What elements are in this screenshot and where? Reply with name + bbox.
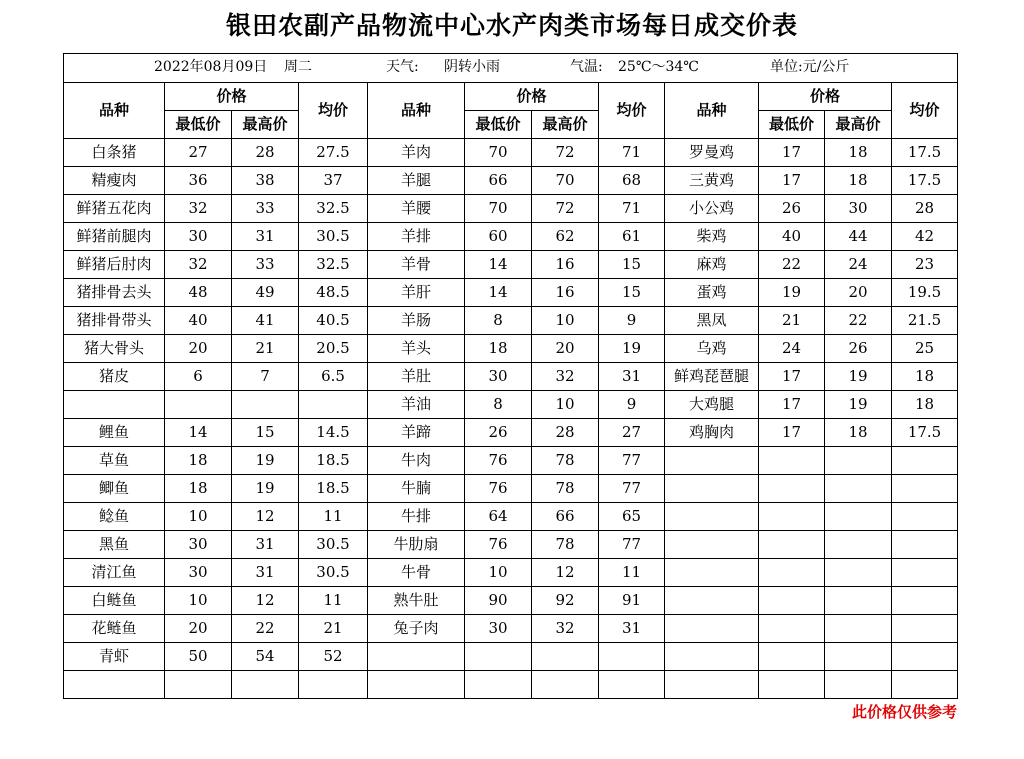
variety-cell (665, 447, 759, 475)
min-price-cell: 26 (465, 419, 532, 447)
avg-price-cell: 61 (599, 223, 665, 251)
table-row (64, 335, 958, 363)
min-price-cell: 8 (465, 307, 532, 335)
avg-price-cell: 31 (599, 615, 665, 643)
avg-price-cell: 23 (892, 251, 958, 279)
avg-price-cell (892, 587, 958, 615)
weather-label: 天气: (386, 59, 419, 75)
max-price-cell: 24 (825, 251, 892, 279)
min-price-cell: 10 (165, 503, 232, 531)
avg-price-cell: 91 (599, 587, 665, 615)
table-row (64, 447, 958, 475)
max-price-cell: 28 (232, 139, 299, 167)
variety-cell: 白条猪 (64, 139, 165, 167)
min-price-cell: 30 (465, 615, 532, 643)
avg-price-cell: 37 (299, 167, 368, 195)
min-price-cell (759, 671, 825, 699)
min-price-cell (759, 531, 825, 559)
avg-price-cell: 21 (299, 615, 368, 643)
variety-cell: 大鸡腿 (665, 391, 759, 419)
temp-label: 气温: (570, 59, 603, 75)
max-price-cell: 41 (232, 307, 299, 335)
max-price-cell: 78 (532, 531, 599, 559)
avg-price-cell: 9 (599, 307, 665, 335)
header-min: 最低价 (165, 111, 232, 139)
variety-cell (665, 475, 759, 503)
header-variety: 品种 (368, 83, 465, 139)
max-price-cell: 78 (532, 475, 599, 503)
variety-cell: 羊油 (368, 391, 465, 419)
header-max: 最高价 (232, 111, 299, 139)
disclaimer-note: 此价格仅供参考 (851, 703, 957, 721)
max-price-cell (232, 671, 299, 699)
avg-price-cell: 19.5 (892, 279, 958, 307)
max-price-cell: 19 (232, 475, 299, 503)
avg-price-cell: 68 (599, 167, 665, 195)
min-price-cell: 10 (165, 587, 232, 615)
avg-price-cell (892, 615, 958, 643)
min-price-cell (759, 559, 825, 587)
avg-price-cell (892, 447, 958, 475)
table-row (64, 587, 958, 615)
min-price-cell: 32 (165, 195, 232, 223)
variety-cell: 乌鸡 (665, 335, 759, 363)
avg-price-cell: 32.5 (299, 195, 368, 223)
variety-cell: 羊腿 (368, 167, 465, 195)
table-row (64, 671, 958, 699)
min-price-cell: 50 (165, 643, 232, 671)
avg-price-cell: 15 (599, 279, 665, 307)
variety-cell: 鲜猪五花肉 (64, 195, 165, 223)
min-price-cell: 76 (465, 447, 532, 475)
variety-cell: 猪排骨去头 (64, 279, 165, 307)
avg-price-cell: 77 (599, 447, 665, 475)
header-row-1 (64, 83, 958, 111)
max-price-cell (825, 503, 892, 531)
max-price-cell: 12 (232, 587, 299, 615)
price-table (63, 53, 958, 699)
max-price-cell (825, 559, 892, 587)
max-price-cell: 44 (825, 223, 892, 251)
table-row (64, 643, 958, 671)
avg-price-cell: 17.5 (892, 139, 958, 167)
avg-price-cell: 20.5 (299, 335, 368, 363)
max-price-cell: 12 (532, 559, 599, 587)
min-price-cell (759, 643, 825, 671)
avg-price-cell (892, 503, 958, 531)
header-avg: 均价 (599, 83, 665, 139)
min-price-cell: 48 (165, 279, 232, 307)
variety-cell: 猪大骨头 (64, 335, 165, 363)
min-price-cell: 40 (165, 307, 232, 335)
variety-cell: 牛肉 (368, 447, 465, 475)
min-price-cell: 8 (465, 391, 532, 419)
header-variety: 品种 (665, 83, 759, 139)
table-row (64, 615, 958, 643)
min-price-cell (759, 475, 825, 503)
min-price-cell: 20 (165, 335, 232, 363)
avg-price-cell: 21.5 (892, 307, 958, 335)
min-price-cell: 64 (465, 503, 532, 531)
avg-price-cell: 6.5 (299, 363, 368, 391)
variety-cell (665, 531, 759, 559)
variety-cell: 牛骨 (368, 559, 465, 587)
variety-cell: 鲜猪前腿肉 (64, 223, 165, 251)
avg-price-cell: 30.5 (299, 531, 368, 559)
max-price-cell: 32 (532, 615, 599, 643)
min-price-cell: 24 (759, 335, 825, 363)
max-price-cell: 19 (825, 363, 892, 391)
variety-cell: 罗曼鸡 (665, 139, 759, 167)
min-price-cell (165, 391, 232, 419)
min-price-cell (759, 587, 825, 615)
max-price-cell: 21 (232, 335, 299, 363)
variety-cell: 草鱼 (64, 447, 165, 475)
variety-cell: 羊骨 (368, 251, 465, 279)
variety-cell: 兔子肉 (368, 615, 465, 643)
max-price-cell: 19 (232, 447, 299, 475)
min-price-cell: 14 (165, 419, 232, 447)
avg-price-cell (299, 671, 368, 699)
max-price-cell: 19 (825, 391, 892, 419)
max-price-cell: 12 (232, 503, 299, 531)
min-price-cell: 18 (165, 447, 232, 475)
max-price-cell: 22 (232, 615, 299, 643)
max-price-cell: 92 (532, 587, 599, 615)
max-price-cell: 20 (532, 335, 599, 363)
avg-price-cell: 18 (892, 391, 958, 419)
min-price-cell (759, 447, 825, 475)
temp-text: 25℃～34℃ (618, 59, 699, 75)
min-price-cell: 76 (465, 531, 532, 559)
variety-cell: 牛肋扇 (368, 531, 465, 559)
avg-price-cell: 18.5 (299, 447, 368, 475)
header-price: 价格 (165, 83, 299, 111)
min-price-cell: 10 (465, 559, 532, 587)
avg-price-cell: 48.5 (299, 279, 368, 307)
variety-cell: 蛋鸡 (665, 279, 759, 307)
variety-cell: 鲜鸡琵琶腿 (665, 363, 759, 391)
avg-price-cell (892, 671, 958, 699)
variety-cell: 熟牛肚 (368, 587, 465, 615)
avg-price-cell: 18 (892, 363, 958, 391)
unit-text: 单位:元/公斤 (770, 59, 850, 75)
table-row (64, 475, 958, 503)
min-price-cell: 17 (759, 167, 825, 195)
max-price-cell: 72 (532, 195, 599, 223)
variety-cell: 黑鱼 (64, 531, 165, 559)
variety-cell: 花鲢鱼 (64, 615, 165, 643)
max-price-cell (532, 643, 599, 671)
max-price-cell: 62 (532, 223, 599, 251)
avg-price-cell (892, 475, 958, 503)
variety-cell (665, 615, 759, 643)
avg-price-cell: 14.5 (299, 419, 368, 447)
variety-cell: 鸡胸肉 (665, 419, 759, 447)
table-row (64, 363, 958, 391)
min-price-cell: 20 (165, 615, 232, 643)
avg-price-cell: 30.5 (299, 223, 368, 251)
min-price-cell: 14 (465, 279, 532, 307)
max-price-cell: 10 (532, 307, 599, 335)
avg-price-cell: 27.5 (299, 139, 368, 167)
variety-cell: 鲶鱼 (64, 503, 165, 531)
avg-price-cell: 71 (599, 195, 665, 223)
header-min: 最低价 (759, 111, 825, 139)
avg-price-cell: 30.5 (299, 559, 368, 587)
max-price-cell: 20 (825, 279, 892, 307)
avg-price-cell: 77 (599, 475, 665, 503)
header-max: 最高价 (825, 111, 892, 139)
variety-cell (368, 643, 465, 671)
min-price-cell: 70 (465, 195, 532, 223)
variety-cell: 黑凤 (665, 307, 759, 335)
variety-cell (64, 391, 165, 419)
table-row (64, 391, 958, 419)
avg-price-cell: 77 (599, 531, 665, 559)
table-row (64, 503, 958, 531)
min-price-cell (465, 671, 532, 699)
variety-cell: 猪皮 (64, 363, 165, 391)
variety-cell: 鲤鱼 (64, 419, 165, 447)
variety-cell (665, 503, 759, 531)
variety-cell: 麻鸡 (665, 251, 759, 279)
min-price-cell: 18 (165, 475, 232, 503)
variety-cell: 羊肝 (368, 279, 465, 307)
date-text: 2022年08月09日 (154, 59, 268, 75)
max-price-cell: 38 (232, 167, 299, 195)
max-price-cell: 32 (532, 363, 599, 391)
avg-price-cell: 11 (299, 587, 368, 615)
avg-price-cell (599, 643, 665, 671)
max-price-cell: 16 (532, 251, 599, 279)
avg-price-cell: 40.5 (299, 307, 368, 335)
header-price: 价格 (759, 83, 892, 111)
avg-price-cell: 31 (599, 363, 665, 391)
table-row (64, 531, 958, 559)
min-price-cell: 76 (465, 475, 532, 503)
avg-price-cell (599, 671, 665, 699)
table-row (64, 223, 958, 251)
table-row (64, 167, 958, 195)
min-price-cell: 27 (165, 139, 232, 167)
avg-price-cell: 25 (892, 335, 958, 363)
min-price-cell (759, 503, 825, 531)
variety-cell: 小公鸡 (665, 195, 759, 223)
max-price-cell (825, 587, 892, 615)
max-price-cell: 30 (825, 195, 892, 223)
max-price-cell: 33 (232, 251, 299, 279)
min-price-cell (759, 615, 825, 643)
variety-cell (368, 671, 465, 699)
max-price-cell: 15 (232, 419, 299, 447)
avg-price-cell: 18.5 (299, 475, 368, 503)
variety-cell: 羊排 (368, 223, 465, 251)
avg-price-cell: 15 (599, 251, 665, 279)
max-price-cell: 10 (532, 391, 599, 419)
max-price-cell: 28 (532, 419, 599, 447)
header-max: 最高价 (532, 111, 599, 139)
avg-price-cell: 19 (599, 335, 665, 363)
max-price-cell: 18 (825, 139, 892, 167)
max-price-cell: 31 (232, 223, 299, 251)
avg-price-cell: 17.5 (892, 419, 958, 447)
variety-cell: 精瘦肉 (64, 167, 165, 195)
variety-cell: 清江鱼 (64, 559, 165, 587)
avg-price-cell: 17.5 (892, 167, 958, 195)
header-variety: 品种 (64, 83, 165, 139)
variety-cell (665, 671, 759, 699)
weather-text: 阴转小雨 (444, 59, 500, 75)
min-price-cell: 18 (465, 335, 532, 363)
avg-price-cell: 28 (892, 195, 958, 223)
variety-cell: 三黄鸡 (665, 167, 759, 195)
min-price-cell: 17 (759, 391, 825, 419)
avg-price-cell: 52 (299, 643, 368, 671)
max-price-cell: 33 (232, 195, 299, 223)
max-price-cell (825, 447, 892, 475)
avg-price-cell (892, 643, 958, 671)
max-price-cell: 66 (532, 503, 599, 531)
max-price-cell (825, 671, 892, 699)
min-price-cell: 30 (165, 559, 232, 587)
variety-cell (665, 643, 759, 671)
avg-price-cell: 32.5 (299, 251, 368, 279)
max-price-cell: 54 (232, 643, 299, 671)
max-price-cell (232, 391, 299, 419)
info-row (64, 54, 958, 83)
variety-cell: 羊蹄 (368, 419, 465, 447)
min-price-cell: 17 (759, 139, 825, 167)
min-price-cell: 22 (759, 251, 825, 279)
min-price-cell: 26 (759, 195, 825, 223)
min-price-cell: 17 (759, 419, 825, 447)
page-title: 银田农副产品物流中心水产肉类市场每日成交价表 (225, 11, 798, 40)
min-price-cell: 14 (465, 251, 532, 279)
max-price-cell: 18 (825, 167, 892, 195)
variety-cell (665, 587, 759, 615)
max-price-cell: 22 (825, 307, 892, 335)
max-price-cell: 16 (532, 279, 599, 307)
max-price-cell: 7 (232, 363, 299, 391)
avg-price-cell (892, 531, 958, 559)
max-price-cell: 70 (532, 167, 599, 195)
max-price-cell: 26 (825, 335, 892, 363)
max-price-cell: 31 (232, 531, 299, 559)
avg-price-cell (892, 559, 958, 587)
min-price-cell: 19 (759, 279, 825, 307)
min-price-cell (465, 643, 532, 671)
table-row (64, 307, 958, 335)
variety-cell: 羊腰 (368, 195, 465, 223)
avg-price-cell: 65 (599, 503, 665, 531)
header-row-2 (64, 111, 958, 139)
min-price-cell: 30 (165, 531, 232, 559)
avg-price-cell: 27 (599, 419, 665, 447)
min-price-cell: 6 (165, 363, 232, 391)
min-price-cell: 66 (465, 167, 532, 195)
table-row (64, 139, 958, 167)
max-price-cell: 18 (825, 419, 892, 447)
min-price-cell: 32 (165, 251, 232, 279)
variety-cell (64, 671, 165, 699)
min-price-cell: 30 (465, 363, 532, 391)
max-price-cell (825, 531, 892, 559)
max-price-cell: 72 (532, 139, 599, 167)
table-row (64, 251, 958, 279)
variety-cell: 羊肠 (368, 307, 465, 335)
max-price-cell (825, 615, 892, 643)
max-price-cell: 31 (232, 559, 299, 587)
min-price-cell: 21 (759, 307, 825, 335)
max-price-cell (532, 671, 599, 699)
table-row (64, 419, 958, 447)
min-price-cell: 70 (465, 139, 532, 167)
variety-cell: 青虾 (64, 643, 165, 671)
min-price-cell: 17 (759, 363, 825, 391)
table-row (64, 195, 958, 223)
avg-price-cell: 71 (599, 139, 665, 167)
variety-cell: 羊肉 (368, 139, 465, 167)
min-price-cell: 36 (165, 167, 232, 195)
table-row (64, 559, 958, 587)
variety-cell: 羊肚 (368, 363, 465, 391)
variety-cell: 柴鸡 (665, 223, 759, 251)
min-price-cell: 60 (465, 223, 532, 251)
max-price-cell (825, 475, 892, 503)
max-price-cell: 49 (232, 279, 299, 307)
header-avg: 均价 (299, 83, 368, 139)
variety-cell: 羊头 (368, 335, 465, 363)
avg-price-cell: 42 (892, 223, 958, 251)
min-price-cell: 40 (759, 223, 825, 251)
variety-cell: 猪排骨带头 (64, 307, 165, 335)
min-price-cell: 30 (165, 223, 232, 251)
avg-price-cell: 11 (299, 503, 368, 531)
info-cell (64, 54, 958, 83)
avg-price-cell: 11 (599, 559, 665, 587)
weekday-text: 周二 (284, 59, 312, 75)
variety-cell: 鲫鱼 (64, 475, 165, 503)
max-price-cell: 78 (532, 447, 599, 475)
max-price-cell (825, 643, 892, 671)
header-avg: 均价 (892, 83, 958, 139)
header-min: 最低价 (465, 111, 532, 139)
min-price-cell (165, 671, 232, 699)
min-price-cell: 90 (465, 587, 532, 615)
header-price: 价格 (465, 83, 599, 111)
variety-cell: 鲜猪后肘肉 (64, 251, 165, 279)
variety-cell: 牛腩 (368, 475, 465, 503)
avg-price-cell: 9 (599, 391, 665, 419)
avg-price-cell (299, 391, 368, 419)
variety-cell: 白鲢鱼 (64, 587, 165, 615)
table-row (64, 279, 958, 307)
variety-cell: 牛排 (368, 503, 465, 531)
variety-cell (665, 559, 759, 587)
